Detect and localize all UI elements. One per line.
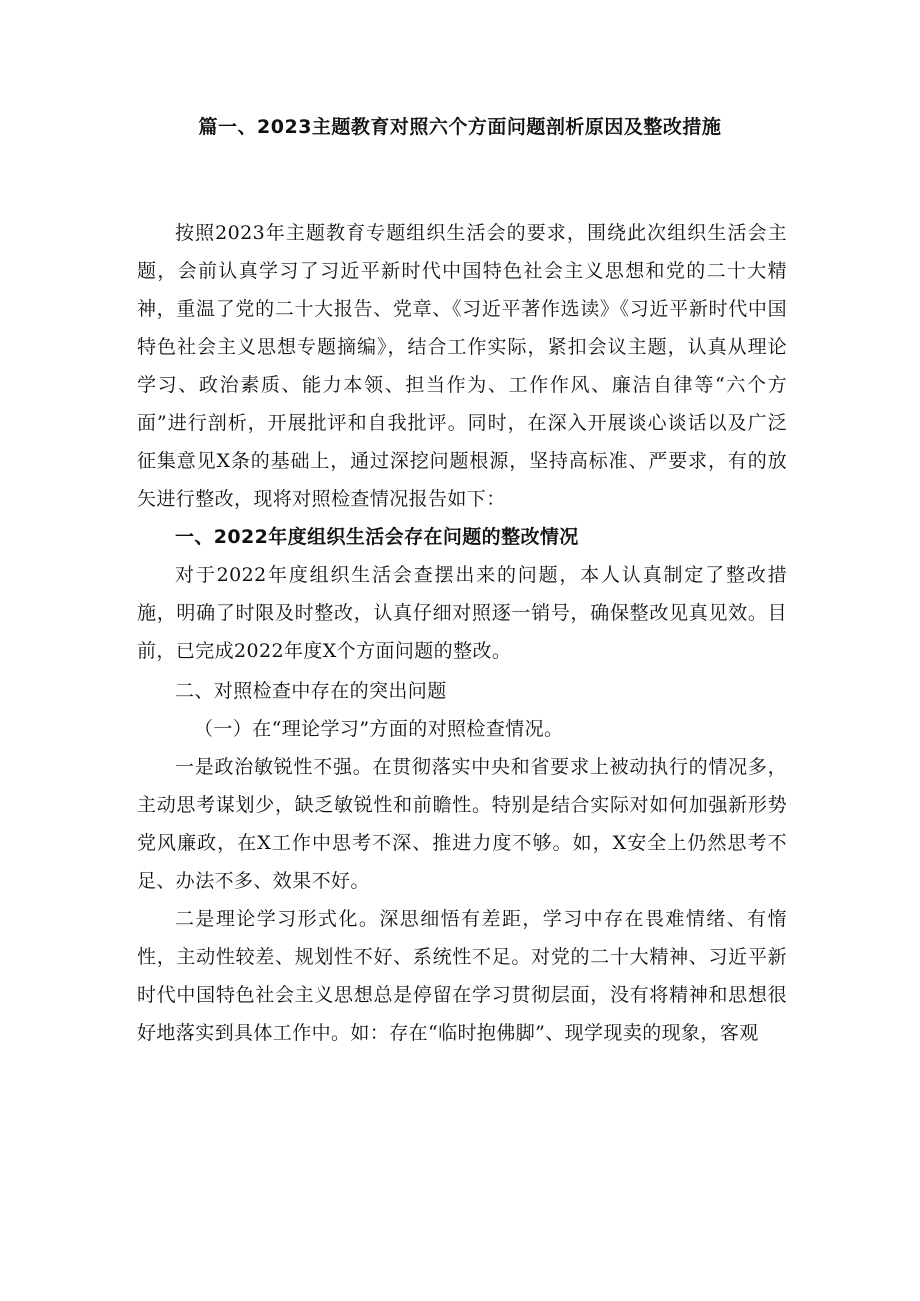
section2-heading: 二、对照检查中存在的突出问题 [175, 680, 447, 702]
intro-paragraph: 按照2023年主题教育专题组织生活会的要求，围绕此次组织生活会主题，会前认真学习了习近平新时代中国特色社会主义思想和党的二十大精神，重温了党的二十大报告、党章、《习近平著作选读》《习近平新时代中国特色社会主义思想专题摘编》，结合工作实际，紧扣会议主题，认真从理论学习、政治素质、能力本领、担当作为、工作作风、廉洁自律等“六个方面”进行剖析，开展批评和自我批评。同时，在深入开展谈心谈话以及广泛征集意见X条的基础上，通过深挖问题根源，坚持高标准、严要求，有的放矢进行整改，现将对照检查情况报告如下： [137, 222, 787, 510]
point2-paragraph: 二是理论学习形式化。深思细悟有差距，学习中存在畏难情绪、有惰性，主动性较差、规划性不好、系统性不足。对党的二十大精神、习近平新时代中国特色社会主义思想总是停留在学习贯彻层面，没有将精神和思想很好地落实到具体工作中。如：存在“临时抱佛脚”、现学现卖的现象，客观 [137, 908, 787, 1044]
point1-paragraph: 一是政治敏锐性不强。在贯彻落实中央和省要求上被动执行的情况多，主动思考谋划少，缺乏敏锐性和前瞻性。特别是结合实际对如何加强新形势党风廉政，在X工作中思考不深、推进力度不够。如，X安全上仍然思考不足、办法不多、效果不好。 [137, 756, 787, 892]
section1-heading: 一、2022年度组织生活会存在问题的整改情况 [175, 526, 579, 548]
document-title: 篇一、2023主题教育对照六个方面问题剖析原因及整改措施 [198, 116, 722, 138]
section1-paragraph: 对于2022年度组织生活会查摆出来的问题，本人认真制定了整改措施，明确了时限及时整改，认真仔细对照逐一销号，确保整改见真见效。目前，已完成2022年度X个方面问题的整改。 [137, 564, 787, 662]
section2-subheading: （一）在“理论学习”方面的对照检查情况。 [194, 718, 564, 740]
document-body [137, 214, 787, 1052]
